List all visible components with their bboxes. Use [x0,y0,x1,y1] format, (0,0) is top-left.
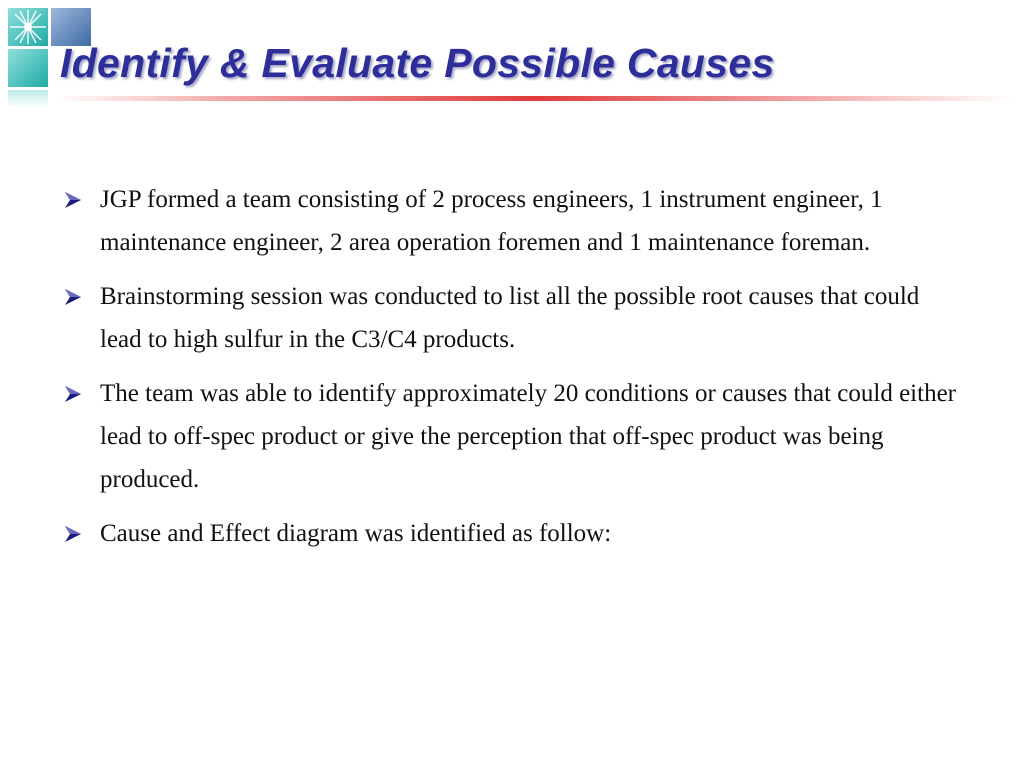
bullet-list [62,178,967,566]
bullet-text: The team was able to identify approximately 20 conditions or causes that could either lead to off-spec product or give the perception that off-spec product was being produced. [100,380,956,493]
bullet-text: Cause and Effect diagram was identified as follow: [100,520,612,547]
bullet-item [62,178,967,264]
slide-title: Identify & Evaluate Possible Causes [60,40,775,86]
title-underline [55,96,1015,101]
arrowhead-bullet-icon [64,385,82,403]
arrowhead-bullet-icon [64,288,82,306]
bullet-item [62,372,967,501]
arrowhead-bullet-icon [64,191,82,209]
bullet-item [62,275,967,361]
bullet-item [62,512,967,555]
bullet-text: JGP formed a team consisting of 2 process engineers, 1 instrument engineer, 1 maintenance engineer, 2 area operation foremen and 1 maintenance foreman. [100,186,883,256]
arrowhead-bullet-icon [64,525,82,543]
bullet-text: Brainstorming session was conducted to list all the possible root causes that could lead to high sulfur in the C3/C4 products. [100,283,920,353]
